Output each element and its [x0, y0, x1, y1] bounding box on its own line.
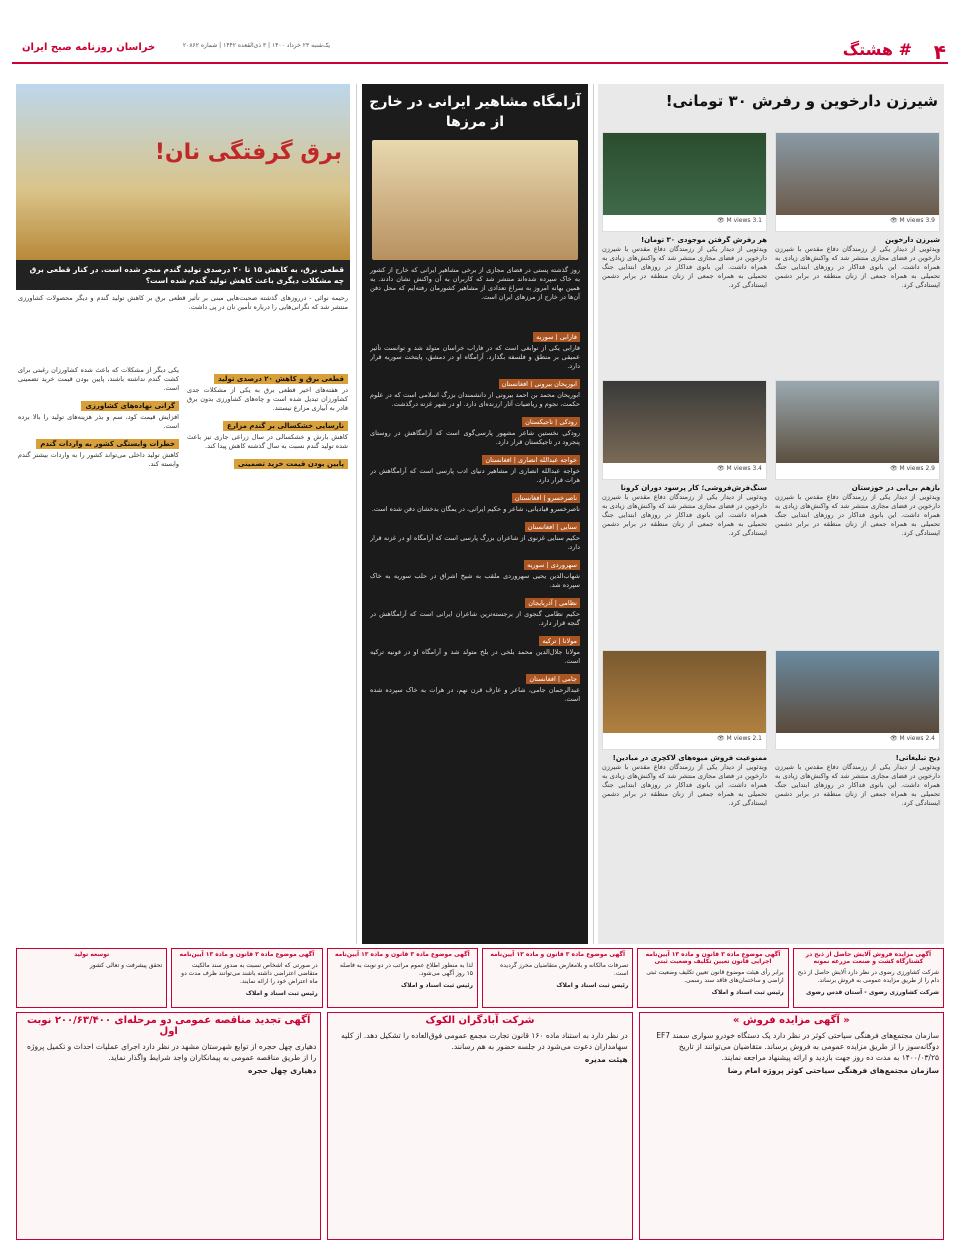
classified-ad[interactable] — [171, 948, 322, 1008]
tweet-caption: بازهم بی‌آبی در خوزستان — [851, 484, 940, 492]
article-section — [18, 431, 179, 469]
issue-date: یک‌شنبه ۲۳ خرداد ۱۴۰۰ | ۳ ذی‌القعده ۱۴۴۲ | شماره ۲۰۸۶۲ — [182, 42, 330, 49]
entry-name: سهروردی — [550, 561, 577, 569]
tweet-caption: ذبح تبلیغاتی! — [895, 754, 940, 762]
entry-heading: خواجه عبدالله انصاری | افغانستان — [482, 455, 580, 465]
tweet-image — [776, 651, 939, 733]
entry — [370, 590, 580, 628]
ad-body: دهیاری چهل حجره از توابع شهرستان مشهد در نظر دارد اجرای عملیات احداث و تکمیل پروژه را از طریق مناقصه عمومی به پیمانکاران واجد شرایط واگذار نماید. — [27, 1042, 317, 1062]
entry — [370, 485, 580, 514]
tweet-body: ویدئویی از دیدار یکی از رزمندگان دفاع مقدس با شیرزن دارخوین در فضای مجازی منتشر شد که واکنش‌های زیادی به همراه داشت. این بانوی فداکار در روزهای ابتدایی جنگ تحمیلی به همراه جمعی از زنان منطقه در برابر دشمن ایستادگی کرد. — [602, 763, 767, 807]
ad-footer: رئیس ثبت اسناد و املاک — [245, 990, 318, 997]
article-intro: رحیمه نوائی - درروزهای گذشته صحبت‌هایی مبنی بر تأثیر قطعی برق بر کاهش تولید گندم و دیگر محصولات کشاورزی منتشر شد که نگرانی‌هایی را درباره تأمین نان در پی داشت. — [18, 294, 348, 311]
bottom-ads — [16, 1012, 944, 1240]
entry-heading: ابوریحان بیرونی | افغانستان — [499, 379, 580, 389]
ad-title: آگهی موضوع ماده ۳ قانون و ماده ۱۳ آیین‌نامه — [490, 951, 626, 958]
entry-heading: نظامی | آذربایجان — [525, 598, 580, 608]
entry-place: تاجیکستان — [525, 418, 553, 426]
tweet-caption: سنگ‌فرش‌فروشی؛ کار پرسود دوران کرونا — [620, 484, 767, 492]
ad-footer — [17, 972, 166, 976]
section-text: افزایش قیمت کود، سم و بذر هزینه‌های تولید را بالا برده است. — [18, 413, 179, 430]
entry — [370, 409, 580, 447]
article-section — [187, 366, 348, 413]
section-title: # هشتگ — [842, 40, 912, 59]
section-heading: پایین بودن قیمت خرید تضمینی — [234, 459, 348, 469]
entry-name: جامی — [562, 675, 577, 683]
eye-icon: 👁 — [889, 735, 898, 742]
section-heading: خطرات وابستگی کشور به واردات گندم — [36, 439, 179, 449]
classified-ad[interactable] — [16, 1012, 321, 1240]
entry-name: مولانا — [562, 637, 577, 645]
tweet-body: ویدئویی از دیدار یکی از رزمندگان دفاع مقدس با شیرزن دارخوین در فضای مجازی منتشر شد که واکنش‌های زیادی به همراه داشت. این بانوی فداکار در روزهای ابتدایی جنگ تحمیلی به همراه جمعی از زنان منطقه در برابر دشمن ایستادگی کرد. — [775, 245, 940, 289]
tweet-body: ویدئویی از دیدار یکی از رزمندگان دفاع مقدس با شیرزن دارخوین در فضای مجازی منتشر شد که واکنش‌های زیادی به همراه داشت. این بانوی فداکار در روزهای ابتدایی جنگ تحمیلی به همراه جمعی از زنان منطقه در برابر دشمن ایستادگی کرد. — [775, 493, 940, 537]
ad-title: « آگهی مزایده فروش » — [732, 1015, 850, 1026]
tweet-text — [775, 236, 940, 356]
ads-row — [16, 948, 944, 1008]
social-title: شیرزن دارخوین و رفرش ۳۰ تومانی! — [665, 92, 938, 110]
entry-heading: سهروردی | سوریه — [524, 560, 580, 570]
classified-ad[interactable] — [482, 948, 633, 1008]
entry-name: ابوریحان بیرونی — [534, 380, 577, 388]
ad-title: توسعه تولید — [74, 951, 110, 958]
eye-icon: 👁 — [716, 217, 725, 224]
tweet-card[interactable] — [775, 132, 940, 232]
tweet-text — [775, 484, 940, 644]
entry-heading: ناصرخسرو | افغانستان — [512, 493, 580, 503]
entry-text: ابوریحان محمد بن احمد بیرونی از دانشمندان بزرگ اسلامی است که در علوم حکمت، نجوم و ریاضیات آثار ارزنده‌ای دارد. او در شهر غزنه درگذشت. — [370, 391, 580, 408]
classified-ad[interactable] — [16, 948, 167, 1008]
article-lead: قطعی برق، به کاهش ۱۵ تا ۲۰ درصدی تولید گندم منجر شده است. در کنار قطعی برق چه مشکلات دیگری باعث کاهش تولید گندم شده است؟ — [16, 260, 350, 290]
entry-text: ناصرخسرو قبادیانی، شاعر و حکیم ایرانی، در یمگان بدخشان دفن شده است. — [371, 505, 580, 513]
tweet-caption: ممنوعیت فروش میوه‌های لاکچری در میادین! — [612, 754, 767, 762]
ad-title: آگهی موضوع ماده ۳ قانون و ماده ۱۳ آیین‌نامه — [179, 951, 315, 958]
entry-name: نظامی — [558, 599, 577, 607]
entry-name: رودکی — [559, 418, 577, 426]
entry-heading: سنایی | افغانستان — [525, 522, 580, 532]
ad-body: در صورتی که اشخاص نسبت به صدور سند مالکیت متقاضی اعتراضی داشته باشند می‌توانند ظرف مدت دو ماه اعتراض خود را ارائه نمایند. — [181, 962, 318, 985]
entry-name: سنایی — [560, 523, 577, 531]
classified-ad[interactable] — [639, 1012, 944, 1240]
entry-text: حکیم نظامی گنجوی از برجسته‌ترین شاعران ایرانی است که آرامگاهش در گنجه قرار دارد. — [370, 610, 580, 627]
tweet-caption: هر رفرش گرفتن موجودی ۳۰ تومان! — [640, 236, 767, 244]
entry-heading: رودکی | تاجیکستان — [522, 417, 580, 427]
entry — [370, 666, 580, 704]
ad-body: در نظر دارد به استناد ماده ۱۶۰ قانون تجارت مجمع عمومی فوق‌العاده را تشکیل دهد. از کلیه سهامداران دعوت می‌شود در جلسه حضور به هم رسانند. — [341, 1031, 628, 1051]
ad-title: آگهی تجدید مناقصه عمومی دو مرحله‌ای ۲۰۰/۶۳/۴۰۰ نوبت اول — [26, 1015, 311, 1037]
section-heading: قطعی برق و کاهش ۲۰ درصدی تولید — [214, 374, 348, 384]
entry — [370, 514, 580, 552]
ad-footer: رئیس ثبت اسناد و املاک — [556, 982, 629, 989]
eye-icon: 👁 — [716, 465, 725, 472]
entry — [370, 552, 580, 590]
tweet-text — [602, 754, 767, 934]
tweet-card[interactable] — [602, 380, 767, 480]
tweet-caption: شیرزن دارخوین — [885, 236, 940, 244]
entry-text: شهاب‌الدین یحیی سهروردی ملقب به شیخ اشراق در حلب سوریه به خاک سپرده شد. — [370, 572, 580, 589]
classified-ad[interactable] — [793, 948, 944, 1008]
article-section — [18, 393, 179, 431]
entry-name: خواجه عبدالله انصاری — [518, 456, 577, 464]
entry-text: عبدالرحمان جامی، شاعر و عارف قرن نهم، در هرات به خاک سپرده شده است. — [370, 686, 580, 703]
entry-text: رودکی نخستین شاعر مشهور پارسی‌گوی است که آرامگاهش در روستای پنجرود در تاجیکستان قرار دارد. — [370, 429, 580, 446]
entry-name: فارابی — [559, 333, 577, 341]
entry-text: فارابی یکی از نوابغی است که در فاراب خراسان متولد شد و توانست تأثیر عمیقی بر منطق و فلسفه بگذارد. آرامگاه او در دمشق، پایتخت سوریه قرار دارد. — [370, 344, 580, 370]
tweet-body: ویدئویی از دیدار یکی از رزمندگان دفاع مقدس با شیرزن دارخوین در فضای مجازی منتشر شد که واکنش‌های زیادی به همراه داشت. این بانوی فداکار در روزهای ابتدایی جنگ تحمیلی به همراه جمعی از زنان منطقه در برابر دشمن ایستادگی کرد. — [602, 493, 767, 537]
section-text: یکی دیگر از مشکلات که باعث شده کشاورزان رغبتی برای کشت گندم نداشته باشند، پایین بودن قیمت خرید تضمینی است. — [18, 366, 179, 392]
column-divider — [356, 84, 357, 944]
entry-text: خواجه عبدالله انصاری از مشاهیر دنیای ادب پارسی است که آرامگاهش در هرات قرار دارد. — [370, 467, 580, 484]
article-title: برق گرفتگی نان! — [154, 140, 342, 165]
bottom-ads-container — [16, 1012, 944, 1240]
entry-place: سوریه — [527, 561, 545, 569]
section-text: کاهش تولید داخلی می‌تواند کشور را به واردات بیشتر گندم وابسته کند. — [18, 451, 179, 468]
entry-place: افغانستان — [501, 380, 528, 388]
tweet-image — [776, 133, 939, 215]
classified-ad[interactable] — [327, 948, 478, 1008]
entry-place: آذربایجان — [528, 599, 553, 607]
eye-icon: 👁 — [716, 735, 725, 742]
ad-footer: رئیس ثبت اسناد و املاک — [401, 982, 474, 989]
ad-title: آگهی موضوع ماده ۳ قانون و ماده ۱۳ آیین‌نامه — [335, 951, 470, 958]
social-column — [598, 84, 944, 944]
tweet-views: 3.1 M views — [726, 217, 762, 224]
ad-body: تصرفات مالکانه و بلامعارض متقاضیان محرز گردیده است. — [500, 962, 629, 977]
classified-ad[interactable] — [637, 948, 788, 1008]
newspaper-brand: خراسان روزنامه صبح ایران — [22, 42, 156, 53]
tweet-body: ویدئویی از دیدار یکی از رزمندگان دفاع مقدس با شیرزن دارخوین در فضای مجازی منتشر شد که واکنش‌های زیادی به همراه داشت. این بانوی فداکار در روزهای ابتدایی جنگ تحمیلی به همراه جمعی از زنان منطقه در برابر دشمن ایستادگی کرد. — [775, 763, 940, 807]
tweet-card[interactable] — [602, 650, 767, 750]
tweet-image — [603, 133, 766, 215]
tweet-views: 2.9 M views — [899, 465, 935, 472]
entry — [370, 628, 580, 666]
entry — [370, 371, 580, 409]
ad-title: آگهی مزایده فروش آلایش حاصل از ذبح در کشتارگاه کشت و صنعت مزرعه نمونه — [805, 951, 931, 965]
article-mausoleums — [362, 84, 588, 944]
entry-text: مولانا جلال‌الدین محمد بلخی در بلخ متولد شد و آرامگاه او در قونیه ترکیه است. — [370, 648, 580, 665]
entry-text: حکیم سنایی غزنوی از شاعران بزرگ پارسی است که آرامگاه او در غزنه قرار دارد. — [370, 534, 580, 551]
ad-title: شرکت آبادگران الکوک — [425, 1015, 535, 1026]
entry — [370, 447, 580, 485]
section-text: کاهش بارش و خشکسالی در سال زراعی جاری نیز باعث شده تولید گندم نسبت به سال گذشته کاهش پیدا کند. — [187, 433, 348, 450]
ad-footer: دهیاری چهل حجره — [248, 1066, 317, 1075]
section-heading: گرانی نهاده‌های کشاورزی — [81, 401, 179, 411]
article-title: آرامگاه مشاهیر ایرانی در خارج از مرزها — [369, 94, 581, 130]
entry-name: ناصرخسرو — [547, 494, 577, 502]
entry-place: سوریه — [536, 333, 554, 341]
entries-list — [362, 324, 588, 934]
tweet-card[interactable] — [602, 132, 767, 232]
ad-body: شرکت کشاورزی رضوی در نظر دارد آلایش حاصل از ذبح دام را از طریق مزایده عمومی به فروش برساند. — [797, 969, 939, 984]
ad-footer: هیئت مدیره — [584, 1055, 628, 1064]
entry-place: افغانستان — [527, 523, 555, 531]
tweet-image — [603, 651, 766, 733]
eye-icon: 👁 — [889, 465, 898, 472]
ad-body: تحقق پیشرفت و تعالی کشور — [89, 962, 163, 969]
tweet-card[interactable] — [775, 650, 940, 750]
ad-body: لذا به منظور اطلاع عموم مراتب در دو نوبت به فاصله ۱۵ روز آگهی می‌شود. — [339, 962, 474, 977]
entry-place: افغانستان — [485, 456, 512, 464]
entry-place: افغانستان — [529, 675, 556, 683]
section-heading: نارسایی خشکسالی بر گندم مزارع — [223, 421, 348, 431]
article-sections — [16, 366, 350, 926]
ad-body: سازمان مجتمع‌های فرهنگی سیاحتی کوثر در نظر دارد یک دستگاه خودرو سواری سمند EF7 دوگانه‌سوز را از طریق مزایده عمومی به فروش برساند. متقاضیان می‌توانند از تاریخ ۱۴۰۰/۰۳/۲۵ به مدت ده روز جهت بازدید و ارائه پیشنهاد مراجعه نمایند. — [656, 1031, 939, 1062]
tweet-card[interactable] — [775, 380, 940, 480]
tweet-views: 3.4 M views — [726, 465, 762, 472]
tweet-text — [602, 484, 767, 644]
page-number: ۴ — [933, 40, 946, 64]
tweet-views: 3.9 M views — [899, 217, 935, 224]
ad-title: آگهی موضوع ماده ۳ قانون و ماده ۱۳ آیین‌نامه اجرایی قانون تعیین تکلیف وضعیت ثبتی — [645, 951, 781, 965]
article-section — [187, 413, 348, 451]
entry-heading: فارابی | سوریه — [533, 332, 580, 342]
portraits-illustration — [372, 140, 578, 260]
tweet-body: ویدئویی از دیدار یکی از رزمندگان دفاع مقدس با شیرزن دارخوین در فضای مجازی منتشر شد که واکنش‌های زیادی به همراه داشت. این بانوی فداکار در روزهای ابتدایی جنگ تحمیلی به همراه جمعی از زنان منطقه در برابر دشمن ایستادگی کرد. — [602, 245, 767, 289]
ad-body: برابر رأی هیئت موضوع قانون تعیین تکلیف وضعیت ثبتی اراضی و ساختمان‌های فاقد سند رسمی. — [646, 969, 784, 984]
tweet-image — [603, 381, 766, 463]
entry — [370, 324, 580, 371]
article-intro: روز گذشته پستی در فضای مجازی از برخی مشاهیر ایرانی که خارج از کشور به خاک سپرده شده‌اند منتشر شد که کاربران به آن واکنش نشان دادند. به همین بهانه امروز به سراغ تعدادی از مشاهیر کشورمان رفته‌ایم که محل دفن آن‌ها در خارج از مرزهای ایران است. — [370, 266, 580, 301]
ad-footer: شرکت کشاورزی رضوی - آستان قدس رضوی — [806, 989, 939, 996]
ads-container — [16, 948, 944, 1008]
classified-ad[interactable] — [327, 1012, 632, 1240]
ad-footer: سازمان مجتمع‌های فرهنگی سیاحتی کوثر پروژه امام رضا — [727, 1066, 939, 1075]
tweet-text — [775, 754, 940, 934]
ad-footer: رئیس ثبت اسناد و املاک — [711, 989, 784, 996]
entry-heading: جامی | افغانستان — [526, 674, 580, 684]
tweet-views: 2.4 M views — [899, 735, 935, 742]
wheat-photo — [16, 84, 350, 260]
tweet-image — [776, 381, 939, 463]
entry-place: افغانستان — [514, 494, 542, 502]
tweet-text — [602, 236, 767, 356]
article-bread — [16, 84, 350, 944]
tweet-views: 2.1 M views — [726, 735, 762, 742]
column-divider — [593, 84, 594, 944]
entry-heading: مولانا | ترکیه — [539, 636, 580, 646]
section-text: در هفته‌های اخیر قطعی برق به یکی از مشکلات جدی کشاورزان تبدیل شده است و چاه‌های کشاورزی بدون برق قادر به آبیاری مزارع نیستند. — [187, 386, 348, 412]
page-header — [12, 6, 948, 64]
entry-place: ترکیه — [542, 637, 557, 645]
eye-icon: 👁 — [889, 217, 898, 224]
